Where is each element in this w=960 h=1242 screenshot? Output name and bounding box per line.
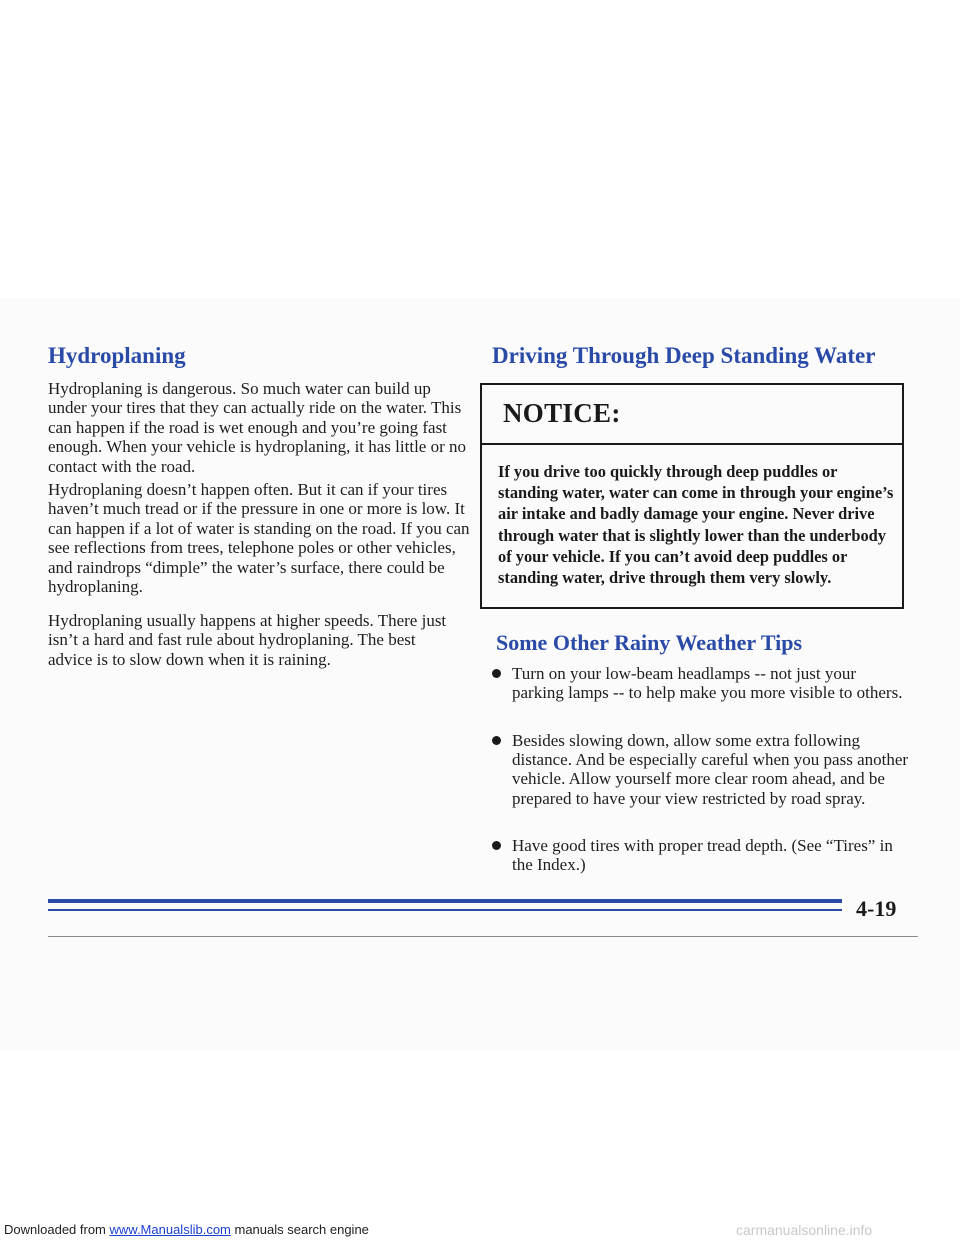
notice-title: NOTICE: [482, 385, 902, 445]
bullet-icon [492, 669, 501, 678]
notice-text: If you drive too quickly through deep puddles or standing water, water can come in through your engine’s air intake and badly damage your engine. Never drive through water that is slightly lower than the underbody of your vehicle. If you can’t avoid deep puddles or standing water, drive through them very slowly. [498, 462, 894, 588]
rainy-weather-tips-heading: Some Other Rainy Weather Tips [496, 630, 803, 655]
notice-box [480, 383, 904, 609]
deep-water-heading: Driving Through Deep Standing Water [492, 343, 876, 368]
watermark: carmanualsonline.info [736, 1222, 873, 1238]
download-credit-prefix: Downloaded from [4, 1222, 110, 1237]
hydroplaning-paragraph-1: Hydroplaning is dangerous. So much water can build up under your tires that they can actually ride on the water. This can happen if the road is wet enough and you’re going fast enough. When your vehicle is hydroplaning, it has little or no contact with the road. [48, 379, 466, 476]
download-credit-suffix: manuals search engine [230, 1222, 369, 1237]
tip-text: Turn on your low-beam headlamps -- not just your parking lamps -- to help make you more visible to others. [512, 664, 903, 703]
hydroplaning-heading: Hydroplaning [48, 343, 186, 368]
footer-rule-thick [48, 899, 842, 903]
bullet-icon [492, 841, 501, 850]
footer-rule-thin [48, 909, 842, 911]
download-credit [4, 1222, 369, 1238]
hydroplaning-paragraph-2: Hydroplaning doesn’t happen often. But it can if your tires haven’t much tread or if the pressure in one or more is low. It can happen if a lot of water is standing on the road. If you can see reflections from trees, telephone poles or other vehicles, and raindrops “dimple” the water’s surface, there could be hydroplaning. [48, 480, 470, 597]
bullet-icon [492, 736, 501, 745]
bottom-rule [48, 936, 918, 937]
tip-text: Besides slowing down, allow some extra following distance. And be especially careful when you pass another vehicle. Allow yourself more clear room ahead, and be prepared to have your view restricted by road spray. [512, 731, 909, 808]
page-number: 4-19 [856, 896, 897, 921]
tip-text: Have good tires with proper tread depth. (See “Tires” in the Index.) [512, 836, 893, 875]
hydroplaning-paragraph-3: Hydroplaning usually happens at higher speeds. There just isn’t a hard and fast rule about hydroplaning. The best advice is to slow down when it is raining. [48, 611, 447, 669]
manualslib-link[interactable]: www.Manualslib.com [109, 1222, 231, 1237]
